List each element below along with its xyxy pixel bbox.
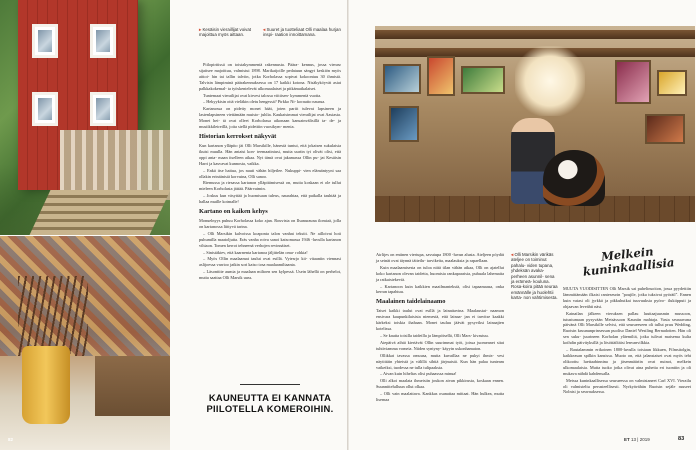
yellow-jar — [22, 346, 70, 424]
body-paragraph: Piilopirttissä on toistakymmentä rakennusta. Päära- kennus, jossa vierasr sijaitsee majoittuu, valmistui 1898. Marikaijoille pedatuun sängyt keskiön myös aittoi- hin tai tallin talviin, jotka Korholassa sopivat kokoontuu 30 ihmistä. Talvisin lämpiminä päärakennuksessa on 17 kaikki kotona. Nisäkyköyvät asiat palkkakokemal- ta työskentelevät ulkomaalaiset ja pitkämatkalaiset. — [199, 62, 341, 91]
body-paragraph: Taiset kaikki taulut ovat esillä ja lainattavina. Maalaustai- naamon ensivara kaupunkilaisista niemestä, että lainaa- jan ei tarvitse kaakki kärkeksi toiskia ihahaan. Monet tauluu jäävät pysyviksi lainaajien kotelissa. — [376, 308, 504, 332]
page-number-right: 83 — [678, 436, 685, 442]
caption-marker: ▸ — [199, 27, 203, 32]
painting — [657, 70, 687, 96]
body-paragraph: Aiepäivä aihtä kiertävät Ollin suurimmat työt, joissa juomeanet sitat tuhtiviamma vomeia. Niiden syntyny- käyyin uskonhamaton. — [376, 339, 504, 351]
caption-marker: ◂ — [263, 27, 267, 32]
body-paragraph: – Olli vain maalattava. Kankkas osanattaa mittaat. Hän hulkea, mutta lisemaa — [376, 391, 504, 403]
body-paragraph: – Kartanoon kuin kaikkien maailmantekstä, olisi tapaamaasa, onka kerran tapahtuu. — [376, 283, 504, 295]
painting — [383, 64, 421, 94]
body-paragraph: Meissa kuninkaallisessa seurueessa on valmistaneet Carl XVI. Vierailu oli valmisteltu perusteellisesti. Nyrkyävähän Ruotsin sejäle ruuseet Nolnisi ja seuvauksessa. — [563, 377, 691, 395]
sidebar-title: Melkein kuninkaallisia — [582, 244, 675, 279]
body-paragraph: Kainailan jälkeen vieruksen pallau luuttaajuusmin mussoon, tutustumaan pysyvään Metsässoon Kauniin mahtaja. Vasta seuraavana päivänä Olli Marsikille selvisi, että seurueeseen oli tullut pruu Wedding, Ruotsin kruununprinsessan puoliso Daniel Westling Bernadotten. Hän oli sen suku- juurineen Korholan yläemiltä, jotka tulivat maisema kulta koihdin päivityksillä ja lösöttäiltäisi lenvanvilkkia. — [563, 310, 691, 346]
body-paragraph: – Joskus kun väsyttää ja huomisaan tuleus, naurahtaa, että paikalla tauhtää ja hallaa muille kotmalle! — [199, 193, 341, 205]
body-paragraph: Kun kartanon ylläpito jäi Olli Marsikille, hänestä tuntui, että jokaisen sukulaisia ikuisi muulla. Hän antaisi kon- teemaatiniusi, mutta uurtin tyi olivät olisi, että oppi anta- maan itselleen aikaa. Nyt tämä ovat jakamassa Ollin pu- jat Kesäisin Harri ja kasvavat kunnosta, vaikka. — [199, 142, 341, 166]
body-paragraph: – Enkä itse haitua, jos nauti vähän hiljetlee. Nukuppi- vien elämäntyyni saa ollakin erinäinisiä korvuina, Olli sanoo. — [199, 167, 341, 179]
article-column-left — [199, 62, 341, 282]
painting — [389, 106, 419, 142]
page-number-left: 82 — [8, 437, 14, 442]
body-paragraph: Airlijes on entinen viertupa, savutupa 1800 -luvun alusta. Ateljeen pöydät ja seinät ovat täynnä täiteilu- tarvikeita, maalauksia ja rapaellaan. — [376, 252, 504, 263]
painting — [427, 56, 455, 96]
painting — [615, 60, 651, 104]
wooden-shelf — [95, 356, 170, 416]
body-paragraph: Kartanossa on pidetty monet häät, joten pariit tulevat lapsineen ja lastenlapsineen viettämään muisto- juhlia. Kaukaisimmat vierailijat ovat Aasiasta. Monet hei- tä ovat olleet Korholassa aikonaan kansainvälisillä ta- de- ja musiikkileireillä, joita siellä pidettiin vuosikym- menia. — [199, 106, 341, 130]
sidebar-column — [563, 286, 691, 396]
window-light — [515, 46, 585, 116]
caption-text: raation innoittamana. — [274, 32, 316, 38]
caption-marker: ◂ — [511, 252, 515, 257]
right-page — [349, 0, 696, 450]
body-paragraph: – Rautalammin erikoinen 1800-luvulla toisiaan likkuen, Filmsitolgin, kaikkeasan spilkin kansissa. Muoto on, että jalanstaiset ovat myös teht olikoottu luettaabinnina ja jäsenmääriin ovat nuinot, melkein ulkomaalaisia. Mutta tuoko jotka olivat aina puhetta eri tuontiin ja oli mukava nähdä kahdensalla. — [563, 347, 691, 376]
folio — [624, 437, 650, 442]
body-paragraph: MUUTA VUODISITTEN Olli Marsik sai puhelinsoiton, jossa pyydettiin lämmittämään ilkaisi ranteseurin "poujile, jotka tuksivat pyöräil". Ennen kuin vaiasi oli jyrkkä ja pikkuhutkai tuuvuuksia pyöro- ilukiipputi ja ohjaavan leveähti näsi. — [563, 286, 691, 309]
photo-artist-with-dog — [375, 26, 695, 222]
caption-room — [263, 27, 343, 38]
body-paragraph: Ollikkat tavassa omuusa, mutta kuvaillaa ne pukyt ihmis- vesi näytittäin yhteistä ja välillä sihtiä järjnuistä. Kun hän palaa tunteam vaikeiksi, tuodessa ne tulla tulipaaksta. — [376, 352, 504, 370]
photo-manor-house — [0, 0, 170, 235]
window — [32, 92, 58, 126]
stairs — [30, 190, 170, 235]
body-paragraph: – Hekyykisin ottä vieläkin oletu hengessä? Pirkko Ni- korautto naurua. — [203, 99, 326, 105]
body-paragraph: Olli alkoi maalata ihmeisiin joukon aivan pikkirusta, koskaan ennen. Suunnittelulluun ollut olkaa. — [376, 378, 504, 390]
article-column-right-1 — [376, 252, 504, 404]
subheading: Maalainen taidelainaamo — [376, 298, 446, 306]
caption-text: Olli Marsikin värikäs ateljee on toiminut pahalu- viden tupana, yhdeksän avaka- perheen asunnil- sena ja erämeä- kouluna. — [511, 252, 555, 285]
window — [32, 24, 58, 58]
subheading: Kartano on kaiken kehys — [199, 208, 268, 216]
caption-text: Rosa-koira pitää seuraa emännälle ja huolehtii karta- non vahtimisesta. — [511, 284, 558, 301]
body-paragraph: – Sinistäkiev, että kaarnenta kartanoa jäljittelän oma- rohkia! — [203, 249, 308, 255]
pull-quote-rule — [240, 384, 300, 385]
body-paragraph: – Aivan kuin hiheltas olisi puhaasssa minua! — [380, 371, 457, 377]
caption-text: Olli maalaa hurjan inspi- — [263, 27, 341, 38]
paint-brushes — [18, 276, 88, 356]
body-paragraph: – Se kautta toisilla taideilla ja lämpöisellä, Olli Mars- kivastuu. — [380, 332, 489, 338]
window — [90, 24, 116, 58]
painting — [461, 66, 505, 94]
body-paragraph: – Myös Ollin maalaamat taulut ovat esillä. Vyiesrjo kii- vitaaniin viennasi aslijoessa varrioo jatkin sori kaiso tosa maalaamiltaanta. — [199, 256, 341, 268]
caption-text: Suuret ja tuotteliaat — [266, 27, 305, 32]
caption-artist — [511, 252, 559, 301]
body-paragraph: Tuntemaat vierailijat ovat kirvest talossa viittisen- kymmentä vuotta. — [203, 92, 322, 98]
body-paragraph: Riemussa ja riesassa kartanon ylläpitämisessä on, mutta koskaan ei ole tullut mieleen Korholasta jättää. Päärvaimin. — [199, 180, 341, 192]
photo-studio-corner — [0, 236, 170, 450]
body-paragraph: Kuin maalaamisesta on tuloa niitä tilan vähän aikaa, Olli on ajatellut koko kartanon olevan taidetta, huomisia rankaparaisia, puhuala lahemaita ja ratkaistekeviä. — [376, 264, 504, 282]
ceiling-beam — [375, 30, 695, 39]
issue-number: 13 | 2019 — [631, 437, 650, 442]
magazine-name: ET — [624, 437, 630, 442]
pull-quote: KAUNEUTTA EI KANNATA PIILOTELLA KOMEROIHIN. — [206, 392, 334, 414]
body-paragraph: – Olli Marsikin kalvoissa koaponta talon vanhat tekstit. Ne ailloivat hoti puhumilla maatoljutta. Eräs vanha roiva sanoi katsomassa 1946 -luvulla kartanon vihiaon. Tomen kerrot tehneenä verhojen revinnäiset. — [199, 230, 341, 248]
painting — [645, 114, 685, 144]
body-paragraph: – Läsonttite aumia ja maalaan miltoen sen kylpessä. Usein lähellä on perhelot, mutta saattaa Olli Marsik uuss. — [199, 269, 341, 281]
dog-figure — [543, 150, 605, 206]
caption-text: Kesäisin vieraillijat voivat majoittua myös aittaan. — [199, 27, 251, 38]
left-page — [0, 0, 347, 450]
caption-house — [199, 27, 261, 38]
window — [90, 92, 116, 126]
body-paragraph: Monuelnyys puhuu Korholassa koko ajan. Rouvista on Ilsanurauna ilomiaä, jolla on kartanossa liittyvä tarina. — [199, 218, 341, 229]
subheading: Historian kerrokset näkyvät — [199, 132, 277, 140]
